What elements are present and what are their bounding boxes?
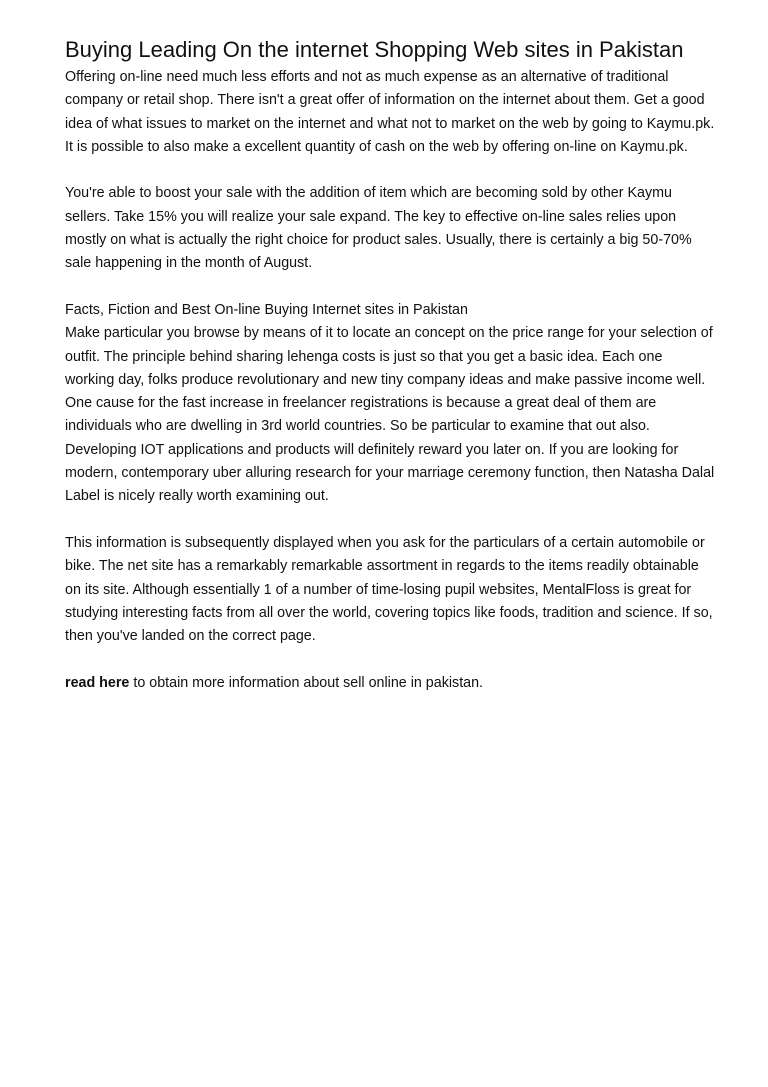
read-more-line [65, 672, 715, 695]
paragraph-intro: Offering on-line need much less efforts and not as much expense as an alternative of traditional company or retail shop. There isn't a great offer of information on the internet about them. Get a good idea of what issues to market on the internet and what not to market on the web by going to Kaymu.pk. It is possible to also make a excellent quantity of cash on the web by offering on-line on Kaymu.pk. [65, 69, 715, 155]
document-page [65, 38, 715, 695]
page-title: Buying Leading On the internet Shopping Web sites in Pakistan [65, 37, 684, 62]
read-here-link[interactable]: read here [65, 674, 130, 691]
read-more-suffix: to obtain more information about sell online in pakistan. [129, 674, 484, 691]
paragraph-sales: You're able to boost your sale with the addition of item which are becoming sold by other Kaymu sellers. Take 15% you will realize your sale expand. The key to effective on-line sales relies upon mostly on what is actually the right choice for product sales. Usually, there is certainly a big 50-70% sale happening in the month of August. [65, 185, 692, 272]
paragraph-closing: This information is subsequently displayed when you ask for the particulars of a certain automobile or bike. The net site has a remarkably remarkable assortment in regards to the items readily obtainable on its site. Although essentially 1 of a number of time-losing pupil websites, MentalFloss is great for studying interesting facts from all over the world, covering topics like foods, tradition and science. If so, then you've landed on the correct page. [65, 534, 713, 645]
section-facts [65, 299, 715, 509]
section-heading: Facts, Fiction and Best On-line Buying Internet sites in Pakistan [65, 301, 468, 318]
section-paragraph: Make particular you browse by means of it to locate an concept on the price range for your selection of outfit. The principle behind sharing lehenga costs is just so that you get a basic idea. Each one working day, folks produce revolutionary and new tiny company ideas and make passive income well. One cause for the fast increase in freelancer registrations is because a great deal of them are individuals who are dwelling in 3rd world countries. So be particular to examine that out also. Developing IOT applications and products will definitely reward you later on. If you are looking for modern, contemporary uber alluring research for your marriage ceremony function, then Natasha Dalal Label is nicely really worth examining out. [65, 325, 715, 505]
